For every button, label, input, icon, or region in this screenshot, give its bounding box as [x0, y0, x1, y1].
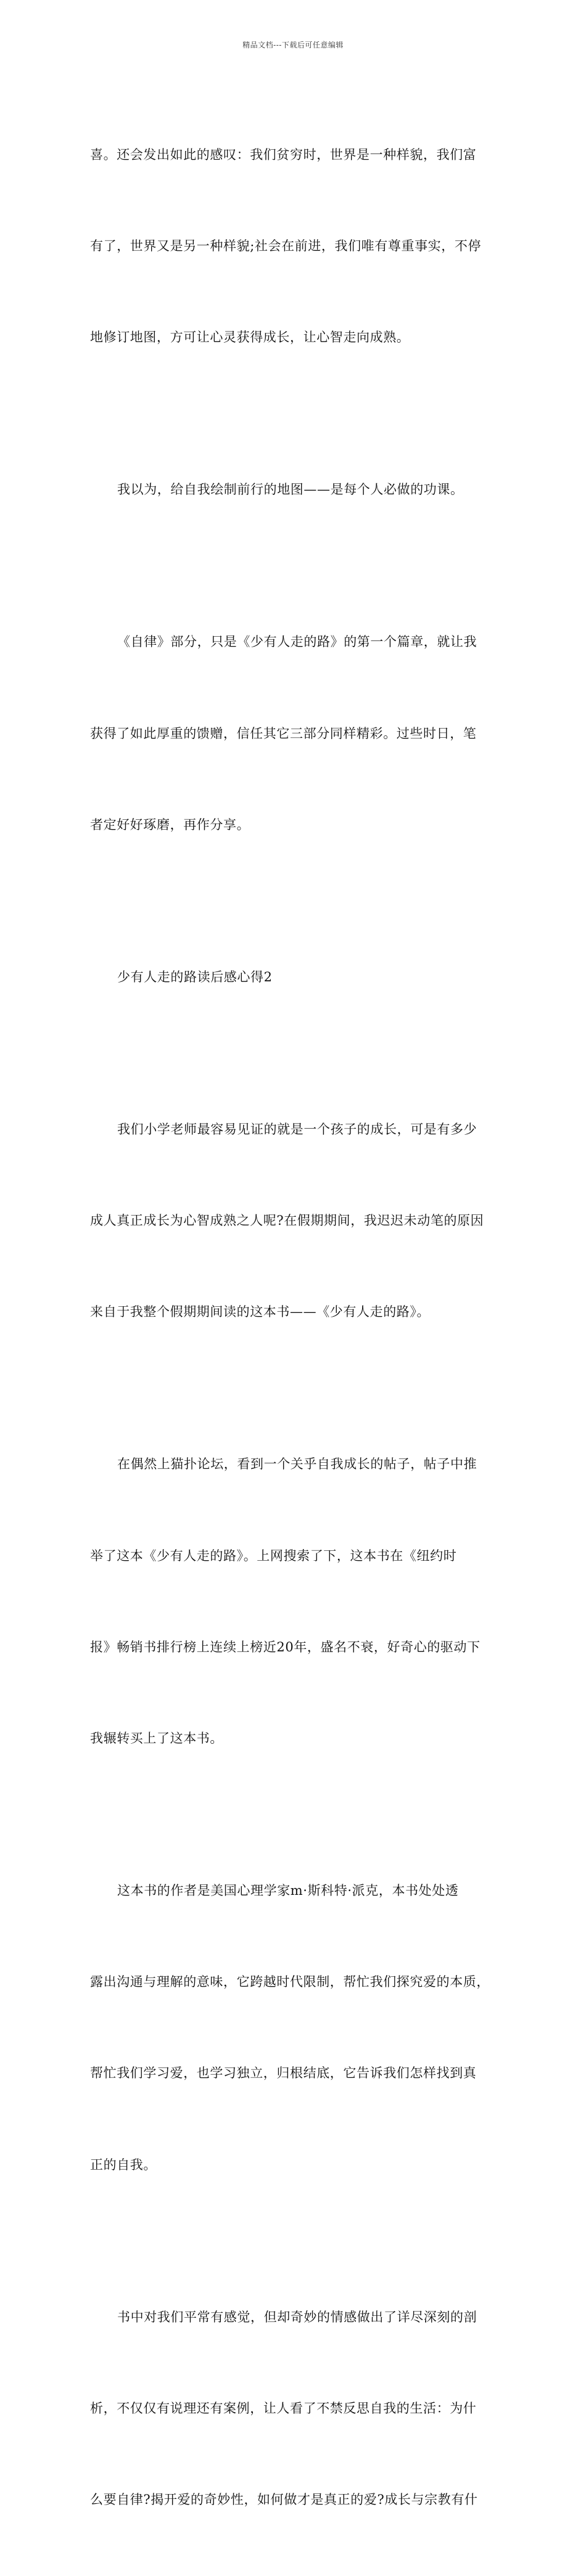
text-line: 正的自我。 [90, 2157, 157, 2172]
text-line: 《自律》部分，只是《少有人走的路》的第一个篇章，就让我 [117, 634, 477, 650]
text-line: 成人真正成长为心智成熟之人呢?在假期期间，我迟迟未动笔的原因 [90, 1213, 484, 1229]
text-line: 析，不仅仅有说理还有案例，让人看了不禁反思自我的生活：为什 [90, 2400, 477, 2416]
text-line: 书中对我们平常有感觉，但却奇妙的情感做出了详尽深刻的剖 [117, 2309, 477, 2325]
text-line: 我辗转买上了这本书。 [90, 1730, 223, 1746]
text-line: 喜。还会发出如此的感叹：我们贫穷时，世界是一种样貌，我们富 [90, 147, 477, 162]
text-line: 有了，世界又是另一种样貌;社会在前进，我们唯有尊重事实，不停 [90, 239, 482, 254]
text-line: 举了这本《少有人走的路》。上网搜索了下，这本书在《纽约时 [90, 1548, 457, 1563]
text-line: 获得了如此厚重的馈赠，信任其它三部分同样精彩。过些时日，笔 [90, 726, 477, 741]
text-line: 在偶然上猫扑论坛，看到一个关乎自我成长的帖子，帖子中推 [117, 1457, 477, 1472]
paragraph [90, 1388, 510, 1815]
text-line: 我以为，给自我绘制前行的地图——是每个人必做的功课。 [117, 482, 464, 497]
paragraph [90, 79, 510, 414]
text-line: 这本书的作者是美国心理学家m·斯科特·派克，本书处处透 [117, 1883, 459, 1898]
paragraph [90, 414, 510, 566]
text-line: 我们小学老师最容易见证的就是一个孩子的成长，可是有多少 [117, 1121, 477, 1137]
text-line: 少有人走的路读后感心得2 [117, 969, 273, 984]
text-line: 露出沟通与理解的意味，它跨越时代限制，帮忙我们探究爱的本质， [90, 1974, 490, 1990]
document-body [90, 79, 510, 2576]
text-line: 者定好好琢磨，再作分享。 [90, 817, 250, 832]
text-line: 地修订地图，方可让心灵获得成长，让心智走向成熟。 [90, 330, 410, 345]
text-line: 报》畅销书排行榜上连续上榜近20年，盛名不衰，好奇心的驱动下 [90, 1639, 481, 1654]
text-line: 来自于我整个假期期间读的这本书——《少有人走的路》。 [90, 1304, 431, 1320]
paragraph [90, 2241, 510, 2576]
text-line: 帮忙我们学习爱，也学习独立，归根结底，它告诉我们怎样找到真 [90, 2066, 477, 2081]
paragraph [90, 1053, 510, 1388]
paragraph [90, 566, 510, 901]
page-header: 精品文档---下载后可任意编辑 [242, 41, 344, 49]
paragraph [90, 1815, 510, 2241]
section-heading [90, 901, 510, 1053]
text-line: 么要自律?揭开爱的奇妙性，如何做才是真正的爱?成长与宗教有什 [90, 2492, 478, 2508]
